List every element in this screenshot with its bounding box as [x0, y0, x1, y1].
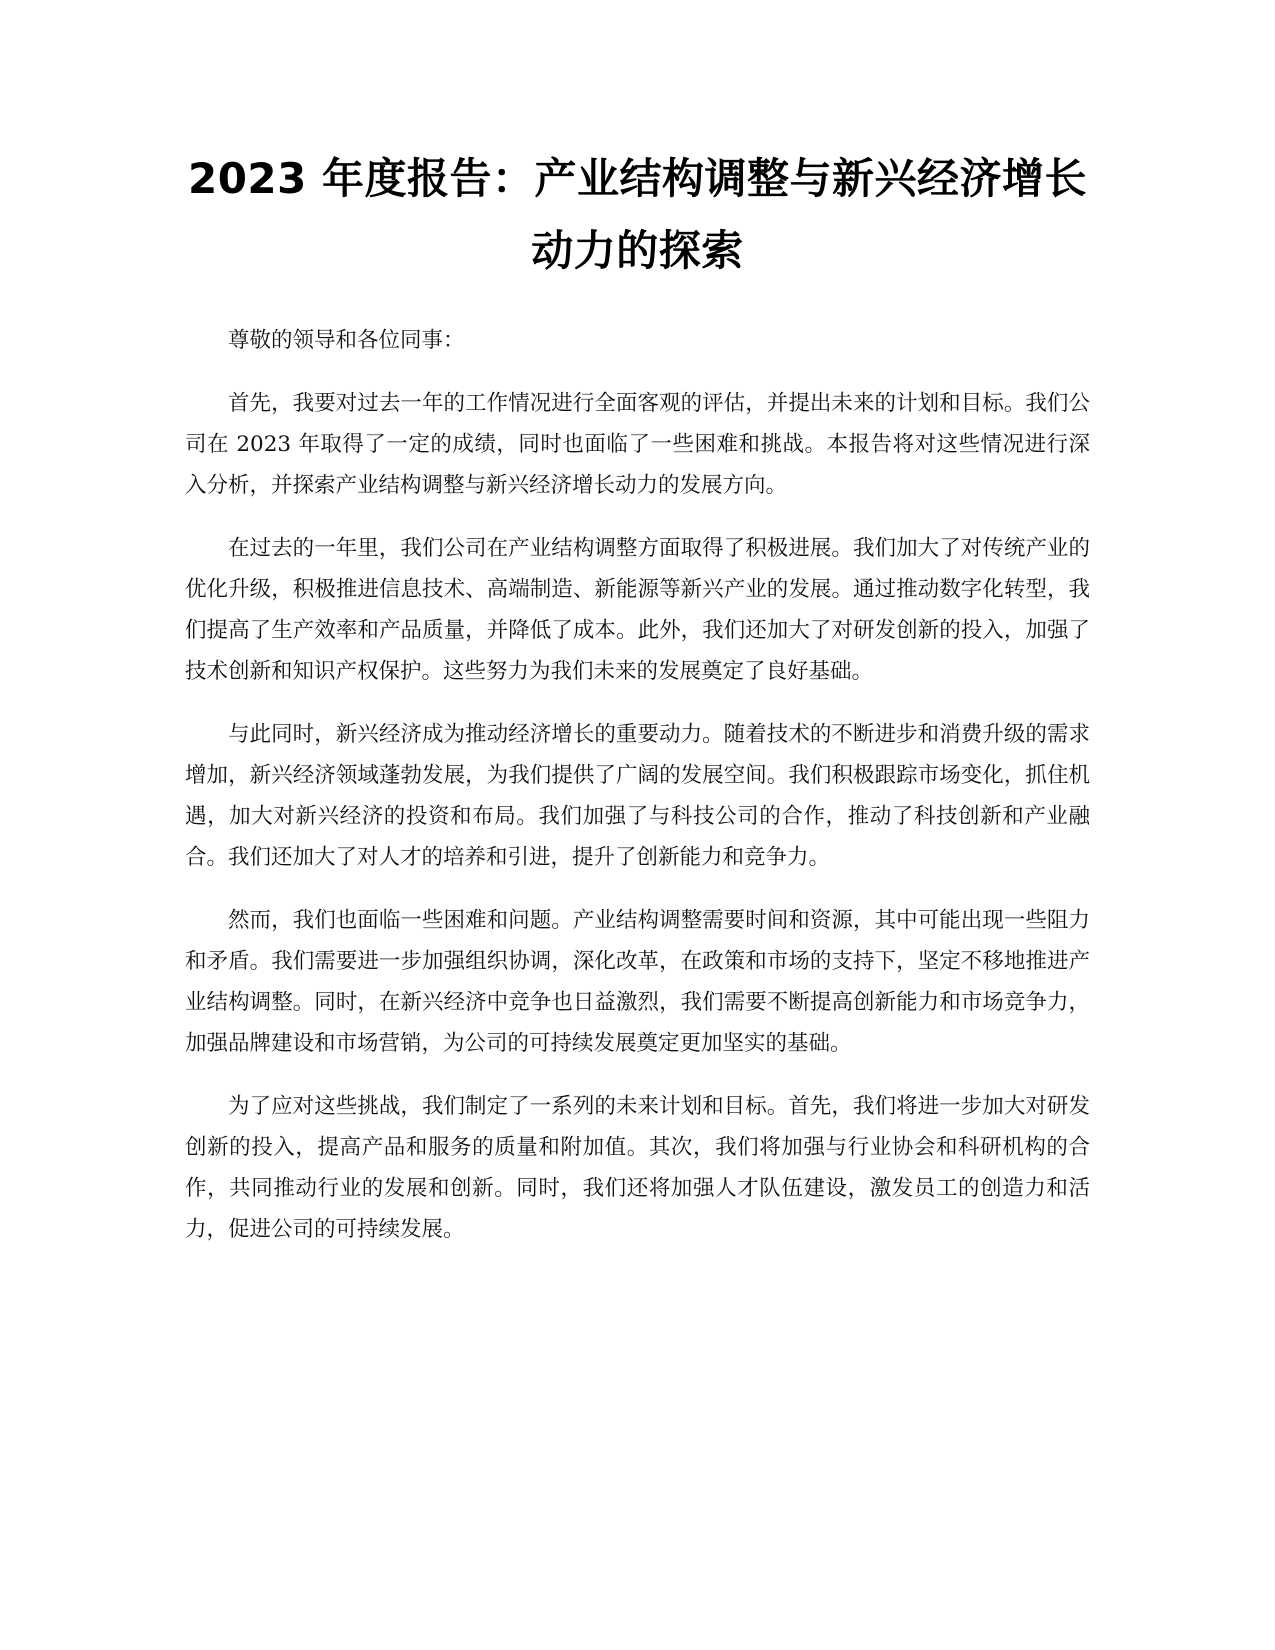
paragraph: 与此同时，新兴经济成为推动经济增长的重要动力。随着技术的不断进步和消费升级的需求增加，新兴经济领域蓬勃发展，为我们提供了广阔的发展空间。我们积极跟踪市场变化，抓住机遇，加大对新兴经济的投资和布局。我们加强了与科技公司的合作，推动了科技创新和产业融合。我们还加大了对人才的培养和引进，提升了创新能力和竞争力。 — [185, 722, 1090, 870]
paragraph: 在过去的一年里，我们公司在产业结构调整方面取得了积极进展。我们加大了对传统产业的优化升级，积极推进信息技术、高端制造、新能源等新兴产业的发展。通过推动数字化转型，我们提高了生产效率和产品质量，并降低了成本。此外，我们还加大了对研发创新的投入，加强了技术创新和知识产权保护。这些努力为我们未来的发展奠定了良好基础。 — [185, 536, 1090, 684]
document-title: 2023 年度报告：产业结构调整与新兴经济增长动力的探索 — [187, 154, 1088, 275]
paragraph: 然而，我们也面临一些困难和问题。产业结构调整需要时间和资源，其中可能出现一些阻力和矛盾。我们需要进一步加强组织协调，深化改革，在政策和市场的支持下，坚定不移地推进产业结构调整。同时，在新兴经济中竞争也日益激烈，我们需要不断提高创新能力和市场竞争力，加强品牌建设和市场营销，为公司的可持续发展奠定更加坚实的基础。 — [185, 908, 1090, 1056]
paragraph: 为了应对这些挑战，我们制定了一系列的未来计划和目标。首先，我们将进一步加大对研发创新的投入，提高产品和服务的质量和附加值。其次，我们将加强与行业协会和科研机构的合作，共同推动行业的发展和创新。同时，我们还将加强人才队伍建设，激发员工的创造力和活力，促进公司的可持续发展。 — [185, 1094, 1090, 1242]
greeting: 尊敬的领导和各位同事： — [228, 328, 465, 353]
paragraph: 首先，我要对过去一年的工作情况进行全面客观的评估，并提出未来的计划和目标。我们公司在 2023 年取得了一定的成绩，同时也面临了一些困难和挑战。本报告将对这些情况进行深入分析，并探索产业结构调整与新兴经济增长动力的发展方向。 — [185, 391, 1090, 498]
document-body — [185, 320, 1090, 1272]
